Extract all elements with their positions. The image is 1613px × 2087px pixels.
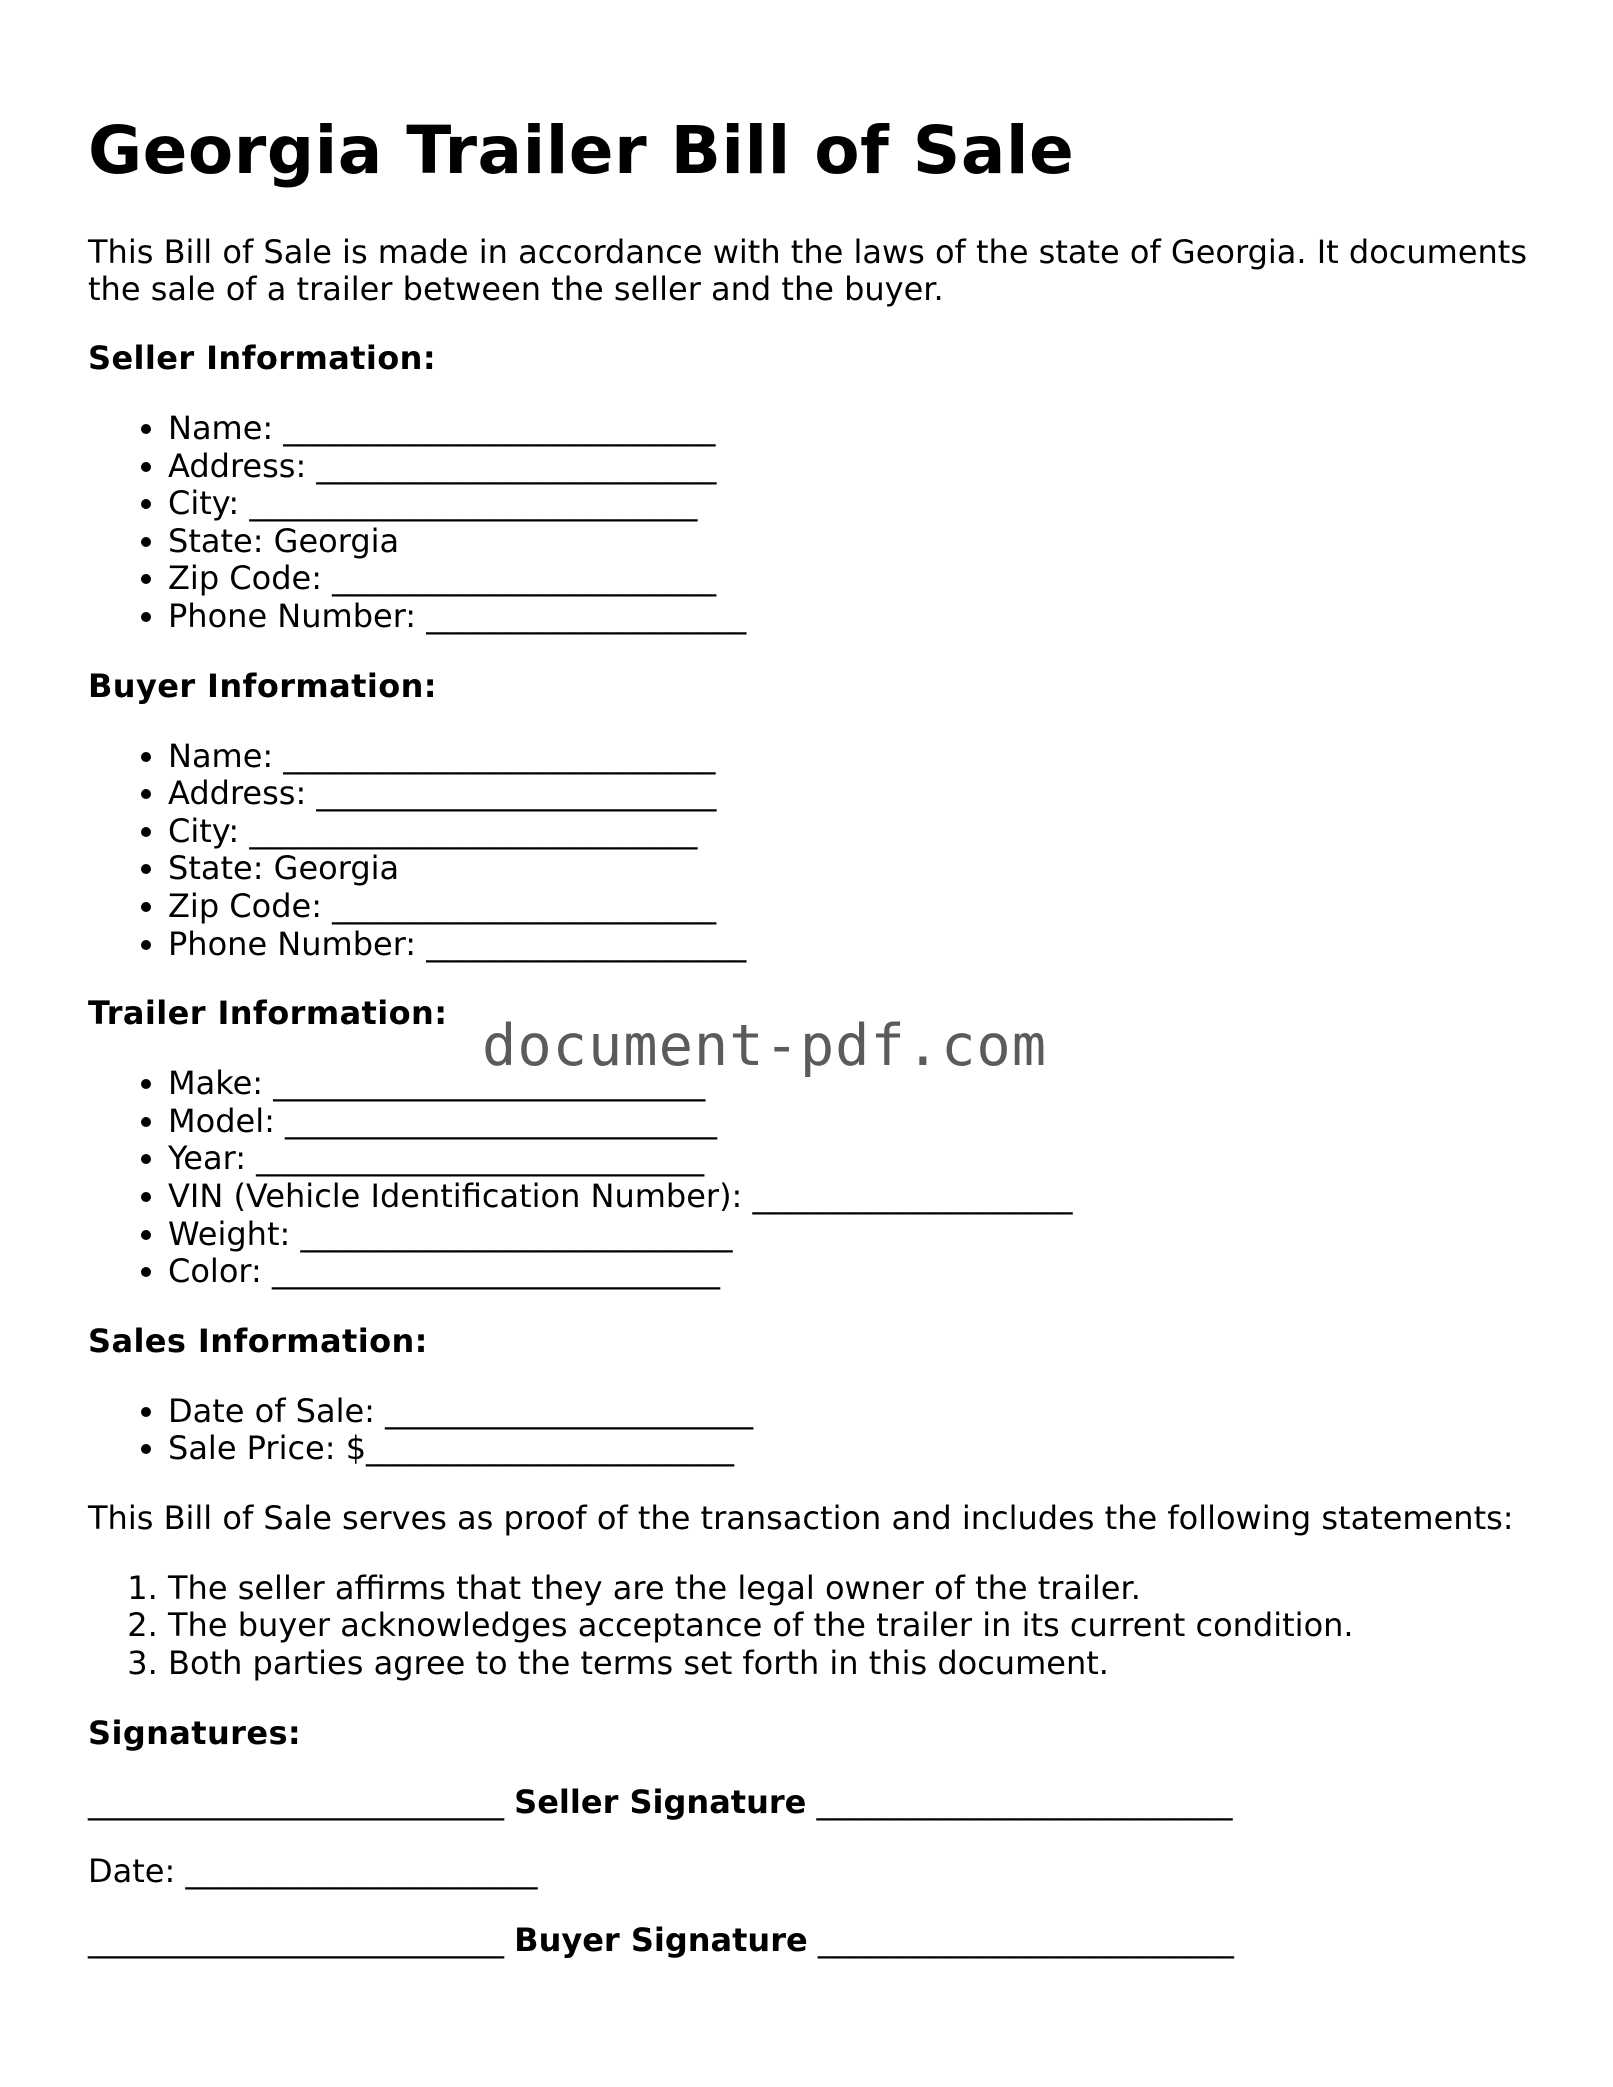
- buyer-heading: Buyer Information:: [88, 666, 437, 705]
- buyer-signature-line: [88, 1922, 1528, 1959]
- trailer-year-field: • Year: ____________________________: [168, 1140, 1528, 1178]
- sale-date-field: • Date of Sale: _______________________: [168, 1393, 1528, 1431]
- buyer-city-field: • City: ____________________________: [168, 813, 1528, 851]
- seller-list: [88, 410, 1528, 636]
- seller-address-field: • Address: _________________________: [168, 448, 1528, 486]
- seller-state-field: • State: Georgia: [168, 523, 1528, 561]
- trailer-model-field: • Model: ___________________________: [168, 1103, 1528, 1141]
- buyer-zip-field: • Zip Code: ________________________: [168, 888, 1528, 926]
- seller-zip-field: • Zip Code: ________________________: [168, 560, 1528, 598]
- buyer-phone-field: • Phone Number: ____________________: [168, 926, 1528, 964]
- signatures-heading: Signatures:: [88, 1713, 302, 1752]
- trailer-color-field: • Color: ____________________________: [168, 1253, 1528, 1291]
- seller-signature-blank-right: __________________________: [816, 1782, 1233, 1821]
- sales-list: [88, 1393, 1528, 1468]
- seller-phone-field: • Phone Number: ____________________: [168, 598, 1528, 636]
- trailer-list: [88, 1065, 1528, 1291]
- trailer-weight-field: • Weight: ___________________________: [168, 1216, 1528, 1254]
- trailer-vin-field: • VIN (Vehicle Identification Number): ____________________: [168, 1178, 1528, 1216]
- seller-heading: Seller Information:: [88, 339, 437, 377]
- buyer-state-field: • State: Georgia: [168, 850, 1528, 888]
- buyer-signature-blank-left: __________________________: [88, 1920, 504, 1959]
- statement-intro: This Bill of Sale serves as proof of the transaction and includes the following statements:: [88, 1498, 1514, 1537]
- intro-paragraph: This Bill of Sale is made in accordance with the laws of the state of Georgia. It documents the sale of a trailer between the seller and the buyer.: [88, 233, 1528, 308]
- statement-item: 1. The seller affirms that they are the legal owner of the trailer.: [168, 1570, 1528, 1608]
- buyer-address-field: • Address: _________________________: [168, 775, 1528, 813]
- trailer-heading: Trailer Information:: [88, 994, 448, 1033]
- buyer-signature-label: Buyer Signature: [514, 1920, 808, 1959]
- statement-item: 3. Both parties agree to the terms set forth in this document.: [168, 1645, 1528, 1683]
- buyer-list: [88, 738, 1528, 964]
- buyer-signature-blank-right: __________________________: [817, 1920, 1234, 1959]
- seller-signature-line: [88, 1784, 1528, 1821]
- buyer-name-field: • Name: ___________________________: [168, 738, 1528, 776]
- seller-signature-label: Seller Signature: [514, 1782, 807, 1821]
- seller-signature-blank-left: __________________________: [88, 1782, 504, 1821]
- signature-date-line: Date: ______________________: [88, 1851, 538, 1890]
- sale-price-field: • Sale Price: $_______________________: [168, 1430, 1528, 1468]
- document-title: Georgia Trailer Bill of Sale: [88, 112, 1075, 189]
- sales-heading: Sales Information:: [88, 1321, 428, 1360]
- statement-item: 2. The buyer acknowledges acceptance of the trailer in its current condition.: [168, 1607, 1528, 1645]
- trailer-make-field: • Make: ___________________________: [168, 1065, 1528, 1103]
- statements-list: [88, 1570, 1528, 1683]
- seller-name-field: • Name: ___________________________: [168, 410, 1528, 448]
- watermark: document-pdf.com: [482, 1013, 1048, 1079]
- seller-city-field: • City: ____________________________: [168, 485, 1528, 523]
